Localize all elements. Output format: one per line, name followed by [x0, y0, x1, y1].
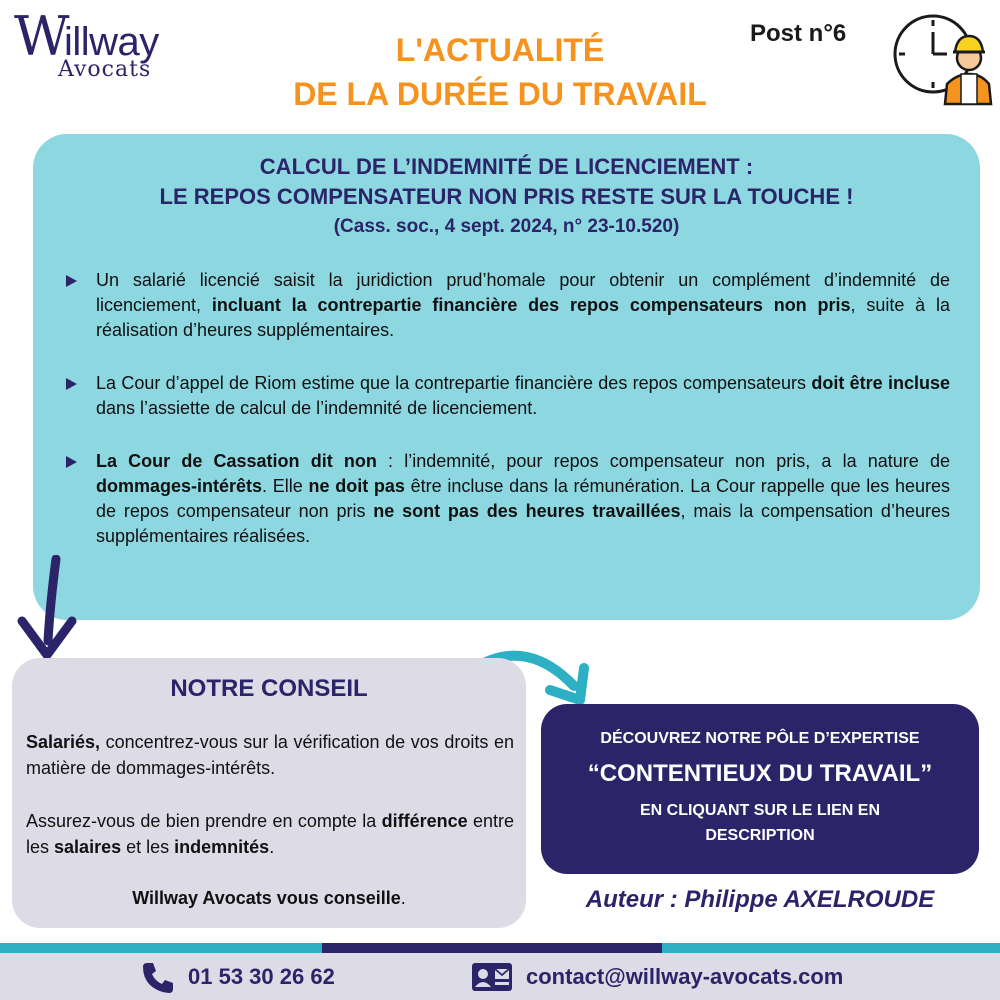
- article-citation: (Cass. soc., 4 sept. 2024, n° 23-10.520): [333, 216, 680, 237]
- article-heading: [33, 152, 980, 242]
- bullet-arrow-icon: [66, 378, 77, 390]
- willway-logo: [14, 5, 214, 82]
- article-bullets: [66, 268, 950, 549]
- footer-stripe-middle: [322, 943, 662, 953]
- list-item: La Cour d’appel de Riom estime que la contrepartie financière des repos compensateurs doit être incluse dans l’assiette de calcul de l’indemnité de licenciement.: [66, 371, 950, 421]
- footer-stripe-left: [0, 943, 322, 953]
- promo-instructions: [541, 798, 979, 848]
- promo-headline: “CONTENTIEUX DU TRAVAIL”: [587, 760, 933, 787]
- contact-email[interactable]: contact@willway-avocats.com: [526, 964, 844, 989]
- advice-signature: Willway Avocats vous conseille.: [132, 888, 406, 908]
- page-title: [210, 28, 790, 116]
- footer-stripe-right: [662, 943, 1000, 953]
- article-title-line-1: CALCUL DE L’INDEMNITÉ DE LICENCIEMENT :: [259, 154, 754, 179]
- contact-card-icon: [470, 961, 514, 993]
- bullet-arrow-icon: [66, 456, 77, 468]
- list-item: Un salarié licencié saisit la juridiction prud’homale pour obtenir un complément d’indemnité de licenciement, incluant la contrepartie financière des repos compensateurs non pris, suite à la réalisation d’heures supplémentaires.: [66, 268, 950, 343]
- curved-arrow-down-icon: [10, 555, 80, 665]
- promo-line-4: DESCRIPTION: [705, 827, 815, 844]
- clock-icon: [885, 8, 995, 108]
- bullet-arrow-icon: [66, 275, 77, 287]
- promo-line-1: DÉCOUVREZ NOTRE PÔLE D’EXPERTISE: [600, 730, 920, 747]
- advice-title: NOTRE CONSEIL: [170, 675, 368, 702]
- promo-line-3: EN CLIQUANT SUR LE LIEN EN: [639, 802, 880, 819]
- phone-number[interactable]: 01 53 30 26 62: [188, 964, 335, 989]
- title-line-1: L'ACTUALITÉ: [395, 32, 605, 68]
- logo-wordmark: illway: [64, 20, 159, 64]
- logo-subtitle: Avocats: [58, 57, 152, 82]
- article-title-line-2: LE REPOS COMPENSATEUR NON PRIS RESTE SUR LA TOUCHE !: [159, 184, 854, 209]
- phone-icon: [140, 960, 176, 996]
- advice-paragraph-2: Assurez-vous de bien prendre en compte la différence entre les salaires et les indemnités.: [26, 811, 514, 857]
- advice-paragraph-1: Salariés, concentrez-vous sur la vérification de vos droits en matière de dommages-intérêts.: [26, 732, 514, 778]
- logo-initial: W: [14, 5, 70, 68]
- author-credit: Auteur : Philippe AXELROUDE: [585, 886, 935, 913]
- title-line-2: DE LA DURÉE DU TRAVAIL: [293, 76, 707, 112]
- post-number: Post n°6: [750, 20, 847, 47]
- list-item: La Cour de Cassation dit non : l’indemnité, pour repos compensateur non pris, a la nature de dommages-intérêts. Elle ne doit pas être incluse dans la rémunération. La Cour rappelle que les heures de repos compensateur non pris ne sont pas des heures travaillées, mais la compensation d’heures supplémentaires réalisées.: [66, 449, 950, 549]
